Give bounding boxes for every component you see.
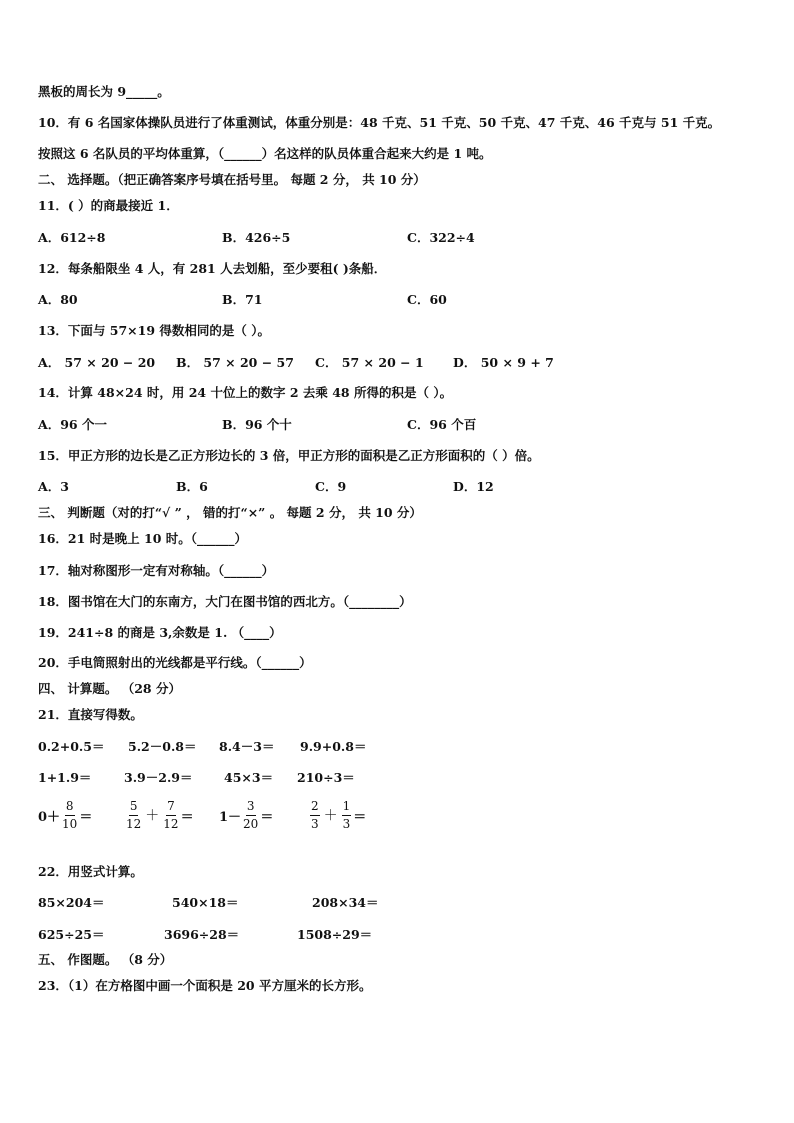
fraction: $\frac{5}{12}$: [126, 798, 142, 831]
vertical-calc-item: 208×34＝: [312, 895, 379, 910]
calc-item: 5.2－0.8＝: [128, 739, 197, 754]
fraction: $\frac{1}{3}$: [342, 798, 351, 831]
q23-text: 23．（1）在方格图中画一个面积是 20 平方厘米的长方形。: [38, 978, 372, 993]
fraction-item: 0＋ $\frac{8}{10}$ ＝: [38, 798, 93, 831]
q9-tail-text: 黑板的周长为 9_____。: [38, 84, 170, 99]
q20-text: 20．手电筒照射出的光线都是平行线。（______）: [38, 655, 312, 670]
q22-text: 22．用竖式计算。: [38, 864, 143, 879]
vertical-calc-item: 85×204＝: [38, 895, 105, 910]
q15-option-d: D．12: [453, 479, 494, 494]
fraction: $\frac{7}{12}$: [163, 798, 179, 831]
section-3-heading: 三、 判断题（对的打“√ ” ， 错的打“×” 。 每题 2 分， 共 10 分）: [38, 505, 422, 520]
q14-text: 14．计算 48×24 时，用 24 十位上的数字 2 去乘 48 所得的积是（ ）。: [38, 385, 453, 400]
q15-option-b: B．6: [176, 479, 208, 494]
q15-option-c: C．9: [315, 479, 347, 494]
calc-item: 45×3＝: [224, 770, 274, 785]
q14-option-a: A．96 个一: [38, 417, 107, 432]
fraction: $\frac{2}{3}$: [311, 798, 319, 831]
calc-item: 210÷3＝: [297, 770, 355, 785]
q12-text: 12．每条船限坐 4 人，有 281 人去划船，至少要租( )条船．: [38, 261, 387, 276]
q11-option-b: B．426÷5: [222, 230, 291, 245]
q16-text: 16．21 时是晚上 10 时。（______）: [38, 531, 247, 546]
calc-item: 3.9－2.9＝: [124, 770, 193, 785]
fraction: $\frac{3}{20}$: [243, 798, 259, 831]
q13-option-b: B． 57 × 20 − 57: [176, 355, 294, 370]
q10-text-cont: 按照这 6 名队员的平均体重算，（______）名这样的队员体重合起来大约是 1 吨。: [38, 146, 492, 161]
calc-item: 8.4－3＝: [219, 739, 275, 754]
q14-option-b: B．96 个十: [222, 417, 292, 432]
q12-option-c: C．60: [407, 292, 447, 307]
q19-text: 19．241÷8 的商是 3,余数是 1. （____）: [38, 625, 282, 640]
fraction-item: $\frac{5}{12}$ ＋ $\frac{7}{12}$ ＝: [126, 798, 194, 831]
section-5-heading: 五、 作图题。 （8 分）: [38, 952, 173, 967]
calc-item: 0.2+0.5＝: [38, 739, 105, 754]
q10-text: 10．有 6 名国家体操队员进行了体重测试，体重分别是：48 千克、51 千克、50 千克、47 千克、46 千克与 51 千克。: [38, 115, 721, 130]
vertical-calc-item: 625÷25＝: [38, 927, 105, 942]
q13-text: 13．下面与 57×19 得数相同的是（ ）。: [38, 323, 270, 338]
section-4-heading: 四、 计算题。 （28 分）: [38, 681, 181, 696]
q11-option-c: C．322÷4: [407, 230, 475, 245]
q14-option-c: C．96 个百: [407, 417, 477, 432]
fraction-item: 1－ $\frac{3}{20}$ ＝: [219, 798, 274, 831]
fraction: $\frac{8}{10}$: [62, 798, 78, 831]
q15-text: 15．甲正方形的边长是乙正方形边长的 3 倍，甲正方形的面积是乙正方形面积的（ ）倍。: [38, 448, 540, 463]
q11-text: 11．( ）的商最接近 1．: [38, 198, 179, 213]
calc-item: 1+1.9＝: [38, 770, 92, 785]
q12-option-b: B．71: [222, 292, 263, 307]
q17-text: 17．轴对称图形一定有对称轴。（______）: [38, 563, 275, 578]
q11-option-a: A．612÷8: [38, 230, 106, 245]
q15-option-a: A．3: [38, 479, 69, 494]
q13-option-c: C． 57 × 20 − 1: [315, 355, 424, 370]
calc-item: 9.9+0.8＝: [300, 739, 367, 754]
q18-text: 18．图书馆在大门的东南方，大门在图书馆的西北方。（________）: [38, 594, 412, 609]
vertical-calc-item: 1508÷29＝: [297, 927, 373, 942]
q12-option-a: A．80: [38, 292, 78, 307]
vertical-calc-item: 540×18＝: [172, 895, 239, 910]
q13-option-d: D． 50 × 9 + 7: [453, 355, 554, 370]
vertical-calc-item: 3696÷28＝: [164, 927, 240, 942]
q13-option-a: A． 57 × 20 − 20: [38, 355, 156, 370]
q21-text: 21．直接写得数。: [38, 707, 143, 722]
fraction-item: $\frac{2}{3}$ ＋ $\frac{1}{3}$ ＝: [311, 798, 367, 831]
section-2-heading: 二、 选择题。（把正确答案序号填在括号里。 每题 2 分， 共 10 分）: [38, 172, 426, 187]
